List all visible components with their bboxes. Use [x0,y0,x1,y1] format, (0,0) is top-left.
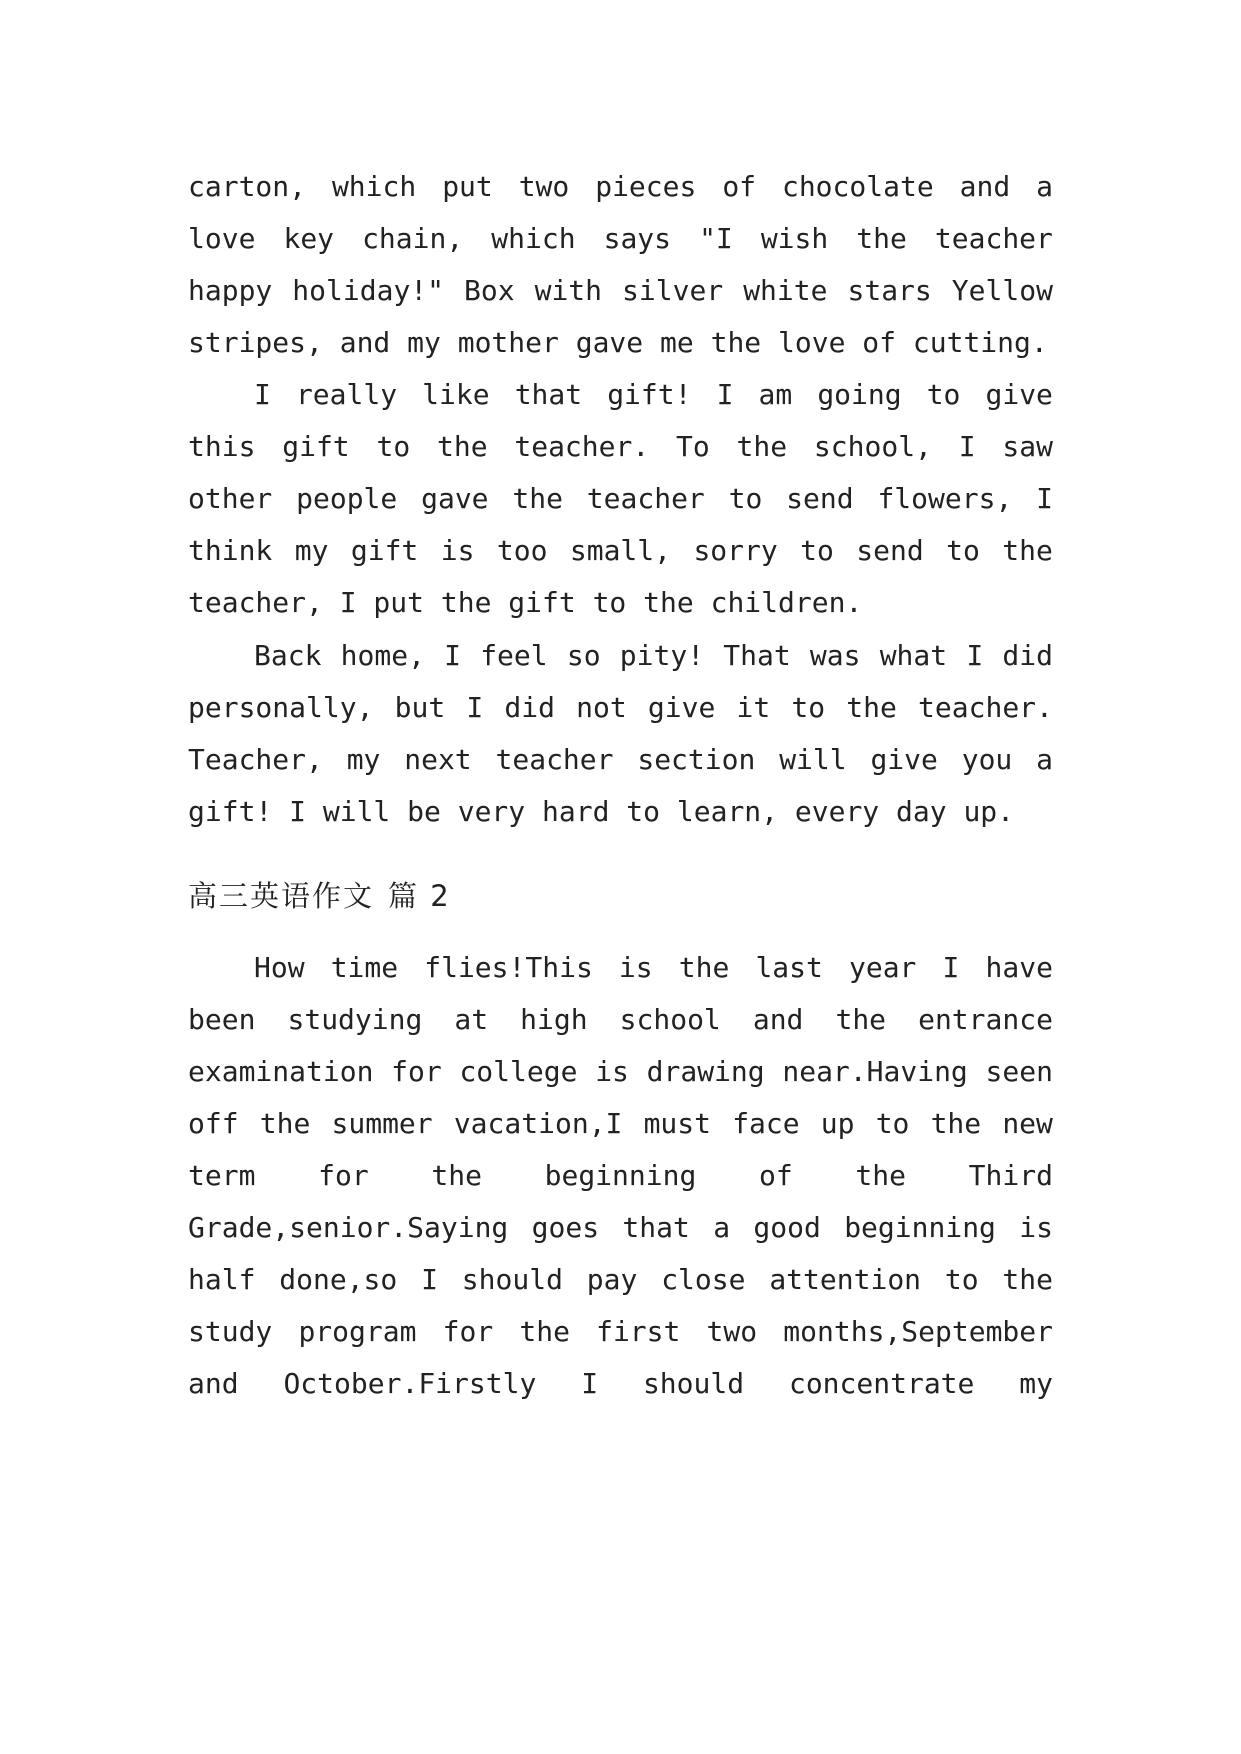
word: study [188,1315,273,1348]
word: chain, [362,222,464,255]
word: and [752,1003,804,1036]
word: going [817,378,902,411]
word: I [421,1263,438,1296]
word: pieces [595,170,697,203]
word: To [676,430,710,463]
word: personally, [188,691,374,724]
word: give [985,378,1053,411]
word: for [442,1315,494,1348]
word: really [295,378,398,411]
word: gave [421,482,489,515]
word: is [595,1055,629,1088]
word: give [647,691,716,724]
word: send [856,534,924,567]
word: time [330,951,399,984]
word: concentrate [788,1367,975,1400]
word: flies!This [424,951,593,984]
word: the [259,1107,311,1140]
word: summer [331,1107,433,1140]
word: other [188,482,273,515]
word: I [1036,482,1053,515]
word: high [520,1003,588,1036]
word: attention [769,1263,922,1296]
word: I [581,1367,599,1400]
word: teacher [495,743,614,776]
word: October.Firstly [283,1367,537,1400]
word: I [466,691,484,724]
word: section [637,743,756,776]
word: silver [622,274,724,307]
word: teacher [934,222,1053,255]
word: done,so [279,1263,398,1296]
word: examination [188,1055,374,1088]
word: to [376,430,411,463]
word: my [346,743,381,776]
word: that [622,1211,690,1244]
word: my [1019,1367,1053,1400]
word: key [283,222,335,255]
word: goes [531,1211,600,1244]
word: the [512,482,563,515]
word: this [188,430,256,463]
word: holiday!" [292,274,445,307]
word: teacher [586,482,705,515]
word: year [848,951,917,984]
text-line: stripes, and my mother gave me the love of cutting. [188,326,1048,359]
word: it [736,691,771,724]
word: the [930,1107,982,1140]
word: what [879,639,948,672]
word: vacation,I [453,1107,623,1140]
word: should [461,1263,563,1296]
word: drawing [646,1055,765,1088]
word: feel [480,639,548,672]
word: beginning [544,1159,697,1192]
word: did [1002,639,1053,672]
word: was [809,639,861,672]
word: new [1002,1107,1053,1140]
word: my [294,534,329,567]
word: last [755,951,823,984]
word: saw [1002,430,1053,463]
word: but [394,691,446,724]
word: teacher. [514,430,650,463]
word: gift! [607,378,692,411]
word: carton, [188,170,307,203]
text-line [188,1364,1053,1404]
word: to [926,378,961,411]
word: with [534,274,603,307]
word: have [985,951,1053,984]
text-line [188,1000,1053,1040]
word: is [440,534,475,567]
word: home, [340,639,425,672]
word: the [1002,1263,1053,1296]
word: the [436,430,488,463]
word: term [188,1159,256,1192]
word: that [514,378,583,411]
text-line: gift! I will be very hard to learn, every day up. [188,795,1015,828]
word: Yellow [951,274,1053,307]
word: Grade,senior.Saying [188,1211,509,1244]
word: college [459,1055,578,1088]
text-line [188,1208,1053,1248]
word: the [1002,534,1053,567]
section-heading [188,876,1053,916]
word: "I [699,222,733,255]
word: at [454,1003,489,1036]
word: up [820,1107,855,1140]
text-line [254,375,1053,415]
text-line [188,688,1053,728]
word: for [391,1055,442,1088]
text-line [188,1104,1053,1144]
word: I [942,951,960,984]
word: sorry [693,534,778,567]
word: Teacher, [188,743,323,776]
word: school, [813,430,932,463]
word: the [856,222,907,255]
word: put [442,170,493,203]
word: to [946,534,980,567]
word: Back [254,639,322,672]
word: to [875,1107,910,1140]
heading-label: 篇 2 [388,879,451,913]
word: been [188,1003,256,1036]
word: to [791,691,826,724]
word: program [298,1315,417,1348]
word: seen [985,1055,1053,1088]
word: flowers, [877,482,1013,515]
word: pity! [619,639,705,672]
word: for [318,1159,369,1192]
word: two [518,170,570,203]
word: must [643,1107,712,1140]
word: so [566,639,601,672]
word: next [404,743,472,776]
word: of [759,1159,793,1192]
word: half [188,1263,256,1296]
word: months,September [783,1315,1053,1348]
word: pay [586,1263,638,1296]
word: to [800,534,834,567]
text-line [188,219,1053,259]
word: the [846,691,897,724]
word: give [870,743,938,776]
text-line [188,427,1053,467]
word: love [188,222,256,255]
word: will [779,743,847,776]
word: the [835,1003,887,1036]
word: to [944,1263,979,1296]
word: is [618,951,653,984]
text-line [188,1052,1053,1092]
word: two [706,1315,758,1348]
word: am [758,378,793,411]
word: white [743,274,828,307]
word: teacher. [918,691,1053,724]
word: says [603,222,672,255]
word: to [728,482,763,515]
word: too [496,534,548,567]
word: I [716,378,734,411]
word: I [966,639,984,672]
word: gift [350,534,419,567]
word: which [491,222,576,255]
word: beginning [844,1211,996,1244]
word: That [723,639,791,672]
word: the [431,1159,482,1192]
text-line [188,1312,1053,1352]
word: I [958,430,976,463]
word: the [855,1159,906,1192]
word: small, [569,534,672,567]
word: studying [287,1003,423,1036]
word: face [732,1107,800,1140]
word: off [188,1107,239,1140]
word: and [188,1367,239,1400]
word: close [661,1263,746,1296]
word: the [519,1315,570,1348]
text-line [188,271,1053,311]
word: of [722,170,757,203]
text-line [188,1260,1053,1300]
text-line [188,531,1053,571]
word: stars [847,274,932,307]
heading-title: 高三英语作文 [188,879,375,913]
word: you [961,743,1013,776]
word: should [642,1367,745,1400]
word: send [786,482,854,515]
word: not [576,691,627,724]
word: How [254,951,305,984]
text-line [188,1156,1053,1196]
word: the [736,430,788,463]
word: I [444,639,461,672]
word: which [331,170,417,203]
word: a [713,1211,731,1244]
word: chocolate [781,170,934,203]
word: gift [282,430,350,463]
word: Box [464,274,515,307]
word: Third [968,1159,1053,1192]
word: think [188,534,273,567]
word: a [1036,170,1053,203]
text-line [254,948,1053,988]
text-line: teacher, I put the gift to the children. [188,586,863,619]
word: and [959,170,1011,203]
word: I [254,378,271,411]
word: did [504,691,555,724]
word: near.Having [782,1055,968,1088]
word: first [596,1315,681,1348]
word: like [422,378,490,411]
word: wish [760,222,829,255]
text-line [188,740,1053,780]
text-line [254,636,1053,676]
word: school [619,1003,721,1036]
word: entrance [918,1003,1053,1036]
text-line [188,167,1053,207]
word: the [678,951,730,984]
word: people [296,482,398,515]
word: happy [188,274,273,307]
word: good [753,1211,821,1244]
word: a [1036,743,1053,776]
text-line [188,479,1053,519]
word: is [1019,1211,1053,1244]
